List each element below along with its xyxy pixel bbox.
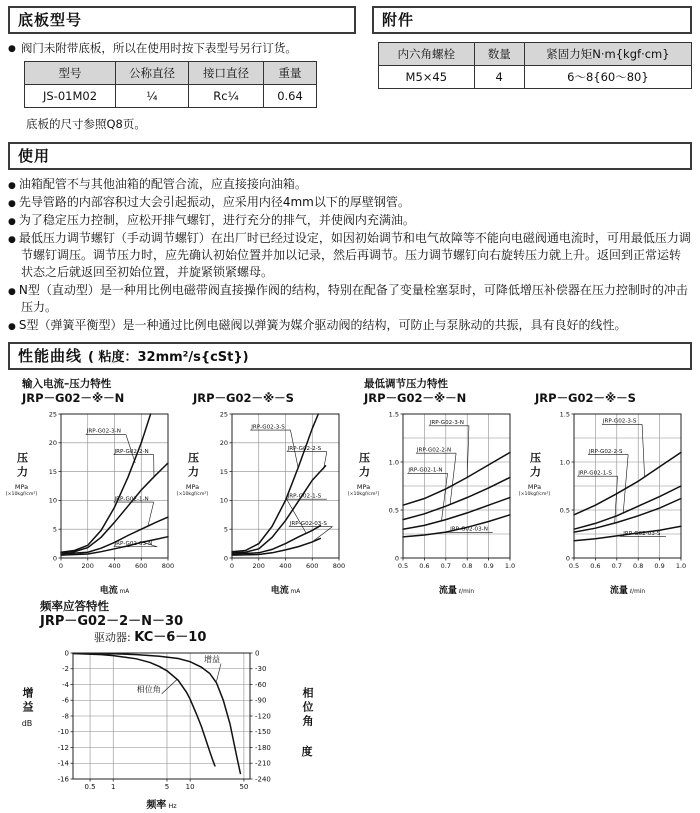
svg-text:-10: -10: [58, 728, 69, 736]
svg-text:-210: -210: [255, 760, 271, 768]
svg-text:-150: -150: [255, 728, 271, 736]
chart-titles: [521, 376, 692, 406]
svg-text:10: 10: [220, 497, 228, 505]
svg-text:JRP-G02-3-S: JRP-G02-3-S: [250, 425, 285, 431]
frequency-response-chart: [40, 647, 294, 813]
svg-text:0: 0: [59, 562, 63, 570]
svg-text:-30: -30: [255, 665, 266, 673]
svg-text:0.8: 0.8: [462, 562, 472, 570]
y-axis-label: [521, 406, 548, 497]
base-plate-section: [8, 6, 356, 132]
pressure-unit: MPa: [528, 483, 541, 491]
pressure-unit2: [×10kgf/cm²]: [348, 492, 379, 497]
usage-bullet: ● S型（弹簧平衡型）是一种通过比例电磁阀以弹簧为媒介驱动阀的结构，可防止与泵脉动的共振，具有良好的线性。: [8, 317, 692, 334]
phase-unit: 度: [302, 743, 313, 759]
pressure-label: 压力: [356, 452, 372, 480]
accessories-section: [372, 6, 692, 89]
performance-title: [8, 342, 692, 370]
svg-text:1.0: 1.0: [560, 459, 570, 467]
base-plate-title: 底板型号: [8, 6, 356, 34]
usage-title: 使用: [8, 142, 692, 170]
col-port-dia: 接口直径: [189, 62, 264, 85]
svg-text:相位角: 相位角: [137, 684, 161, 694]
performance-title-main: 性能曲线: [18, 345, 82, 366]
col-model: 型号: [25, 62, 116, 85]
current-pressure-s-chart: [206, 406, 346, 598]
svg-text:1.0: 1.0: [505, 562, 515, 570]
driver-value: KC－6－10: [134, 630, 206, 645]
top-row: [8, 6, 692, 132]
svg-text:5: 5: [224, 526, 228, 534]
usage-bullet: ● 为了稳定压力控制，应松开排气螺钉，进行充分的排气，并使阀内充满油。: [8, 212, 692, 229]
chart-titles: [8, 376, 179, 406]
chart-block-min-pressure-s: [521, 376, 692, 598]
usage-bullet-list: [8, 176, 692, 334]
svg-text:0.6: 0.6: [419, 562, 429, 570]
table-header-row: [25, 62, 317, 85]
svg-text:JRP-G02-3-N: JRP-G02-3-N: [429, 420, 464, 426]
svg-text:0.5: 0.5: [560, 507, 570, 515]
svg-text:JRP-G02-1-N: JRP-G02-1-N: [407, 468, 442, 474]
col-weight: 重量: [264, 62, 317, 85]
frequency-chart-area: [14, 647, 692, 813]
cell-model: JS-01M02: [25, 85, 116, 108]
svg-text:频率 Hz: 频率 Hz: [146, 798, 177, 811]
svg-text:-12: -12: [58, 744, 69, 752]
base-plate-table: [24, 61, 317, 108]
chart-group-title: 最低调节压力特性: [364, 376, 521, 390]
cell-nominal-dia: ¼: [116, 85, 189, 108]
frequency-model-title: JRP－G02－2－N－30: [40, 614, 692, 630]
svg-text:0.7: 0.7: [441, 562, 451, 570]
svg-text:800: 800: [333, 562, 345, 570]
svg-text:电流 mA: 电流 mA: [271, 584, 301, 596]
svg-text:0: 0: [566, 555, 570, 563]
svg-text:-60: -60: [255, 681, 266, 689]
svg-text:JRP-G02-2-S: JRP-G02-2-S: [588, 449, 623, 455]
svg-text:-180: -180: [255, 744, 271, 752]
chart-block-min-pressure-n: [350, 376, 521, 598]
y-axis-label: [350, 406, 377, 497]
gain-label: 增益: [19, 687, 35, 715]
phase-label: 相位角: [299, 687, 315, 729]
y-axis-label: [179, 406, 206, 497]
chart-model-title: JRP－G02－※－N: [364, 390, 521, 406]
svg-text:JRP-G02-03-N: JRP-G02-03-N: [449, 527, 488, 533]
usage-bullet: ● 油箱配管不与其他油箱的配管合流，应直接接向油箱。: [8, 176, 692, 193]
svg-text:0.9: 0.9: [483, 562, 493, 570]
chart-block-current-pressure-n: [8, 376, 179, 598]
svg-text:1.5: 1.5: [560, 411, 570, 419]
cell-torque: 6～8{60～80}: [524, 66, 691, 89]
col-hex-bolt: 内六角螺栓: [379, 43, 475, 66]
svg-text:400: 400: [279, 562, 291, 570]
svg-text:-6: -6: [62, 697, 70, 705]
accessories-title: 附件: [372, 6, 692, 34]
frequency-response-section: [8, 600, 692, 813]
svg-text:10: 10: [186, 783, 195, 791]
svg-text:5: 5: [165, 783, 169, 791]
svg-text:-120: -120: [255, 713, 271, 721]
cell-port-dia: Rc¼: [189, 85, 264, 108]
pressure-unit: MPa: [186, 483, 199, 491]
svg-text:1.5: 1.5: [389, 411, 399, 419]
chart-model-title: JRP－G02－※－N: [22, 390, 179, 406]
pressure-unit: MPa: [357, 483, 370, 491]
usage-bullet: ● 先导管路的内部容积过大会引起振动，应采用内径4mm以下的厚壁钢管。: [8, 194, 692, 211]
chart-area: [179, 406, 350, 598]
frequency-driver: [94, 630, 692, 646]
chart-model-title: JRP－G02－※－S: [535, 390, 692, 406]
svg-text:20: 20: [49, 439, 57, 447]
svg-text:-4: -4: [62, 681, 70, 689]
table-row: [25, 85, 317, 108]
chart-area: [8, 406, 179, 598]
svg-text:-16: -16: [58, 776, 70, 784]
usage-bullet: ● N型（直动型）是一种用比例电磁带阀直接操作阀的结构，特别在配备了变量栓塞泵时，可降低增压补偿器在压力控制时的冲击压力。: [8, 282, 692, 316]
svg-text:JRP-G02-2-N: JRP-G02-2-N: [416, 448, 451, 454]
svg-text:25: 25: [220, 411, 228, 419]
svg-text:15: 15: [49, 468, 57, 476]
pressure-unit: MPa: [15, 483, 28, 491]
usage-section: [8, 142, 692, 334]
svg-text:增益: 增益: [204, 654, 220, 664]
base-plate-note: ● 阀门未附带底板，所以在使用时按下表型号另行订货。: [8, 40, 356, 56]
svg-text:0.5: 0.5: [398, 562, 408, 570]
svg-text:-2: -2: [62, 665, 69, 673]
svg-text:1.0: 1.0: [676, 562, 686, 570]
cell-qty: 4: [474, 66, 524, 89]
gain-unit: dB: [22, 719, 33, 728]
driver-label: 驱动器:: [94, 631, 131, 644]
chart-group-title: 输入电流–压力特性: [22, 376, 179, 390]
svg-text:10: 10: [49, 497, 57, 505]
svg-text:JRP-G02-03-S: JRP-G02-03-S: [622, 531, 661, 537]
pressure-label: 压力: [527, 452, 543, 480]
col-nominal-dia: 公称直径: [116, 62, 189, 85]
table-row: [379, 66, 692, 89]
svg-text:0.5: 0.5: [569, 562, 579, 570]
svg-text:25: 25: [49, 411, 57, 419]
pressure-unit2: [×10kgf/cm²]: [6, 492, 37, 497]
chart-block-current-pressure-s: [179, 376, 350, 598]
svg-text:JRP-G02-03-S: JRP-G02-03-S: [289, 521, 328, 527]
chart-area: [521, 406, 692, 598]
svg-text:-90: -90: [255, 697, 266, 705]
frequency-group-title: 频率应答特性: [40, 600, 692, 614]
col-qty: 数量: [474, 43, 524, 66]
svg-text:JRP-G02-2-S: JRP-G02-2-S: [287, 446, 322, 452]
y-axis-label: [8, 406, 35, 497]
svg-text:JRP-G02-3-N: JRP-G02-3-N: [86, 429, 121, 435]
svg-text:-14: -14: [58, 760, 70, 768]
chart-group-title: [535, 377, 692, 390]
svg-text:0: 0: [53, 555, 57, 563]
phase-axis-label: [294, 647, 320, 759]
svg-text:JRP-G02-1-N: JRP-G02-1-N: [114, 497, 149, 503]
base-plate-footnote: 底板的尺寸参照Q8页。: [26, 116, 356, 132]
svg-text:0.5: 0.5: [84, 783, 95, 791]
min-pressure-n-chart: [377, 406, 517, 598]
svg-text:800: 800: [162, 562, 174, 570]
chart-titles: [179, 376, 350, 406]
svg-text:600: 600: [135, 562, 147, 570]
svg-text:JRP-G02-2-N: JRP-G02-2-N: [114, 449, 149, 455]
svg-text:0.7: 0.7: [612, 562, 622, 570]
svg-text:JRP-G02-3-S: JRP-G02-3-S: [602, 419, 637, 425]
svg-text:1: 1: [111, 783, 115, 791]
chart-model-title: JRP－G02－※－S: [193, 390, 350, 406]
table-header-row: [379, 43, 692, 66]
svg-text:20: 20: [220, 439, 228, 447]
svg-text:0: 0: [255, 650, 259, 658]
svg-text:5: 5: [53, 526, 57, 534]
svg-text:400: 400: [108, 562, 120, 570]
svg-text:0.8: 0.8: [633, 562, 643, 570]
svg-text:JRP-G02-1-S: JRP-G02-1-S: [577, 471, 612, 477]
svg-text:0: 0: [224, 555, 228, 563]
svg-text:0.6: 0.6: [590, 562, 600, 570]
svg-text:-8: -8: [62, 713, 69, 721]
usage-bullet: ● 最低压力调节螺钉（手动调节螺钉）在出厂时已经过设定，如因初始调节和电气故障等不能向电磁阀通电流时，可用最低压力调节螺钉调压。调节压力时，应先确认初始位置并加以记录，然后再调节。压力调节螺钉向右旋转压力就上升。返回到正常运转状态之后就返回至初始位置，并旋紧锁紧螺母。: [8, 230, 692, 281]
svg-text:JRP-G02-03-N: JRP-G02-03-N: [114, 541, 153, 547]
pressure-label: 压力: [185, 452, 201, 480]
pressure-label: 压力: [14, 452, 30, 480]
svg-text:0.9: 0.9: [654, 562, 664, 570]
frequency-titles: [40, 600, 692, 645]
performance-title-sub: ( 粘度：32mm²/s{cSt}): [88, 346, 249, 365]
svg-text:流量 ℓ/min: 流量 ℓ/min: [439, 584, 474, 596]
pressure-unit2: [×10kgf/cm²]: [177, 492, 208, 497]
svg-text:200: 200: [82, 562, 94, 570]
chart-titles: [350, 376, 521, 406]
svg-text:-240: -240: [255, 776, 271, 784]
charts-row: [8, 376, 692, 598]
chart-group-title: [193, 377, 350, 390]
svg-text:0: 0: [230, 562, 234, 570]
svg-text:0: 0: [65, 650, 69, 658]
svg-text:0: 0: [395, 555, 399, 563]
svg-text:1.0: 1.0: [389, 459, 399, 467]
min-pressure-s-chart: [548, 406, 688, 598]
svg-text:15: 15: [220, 468, 228, 476]
cell-hex-bolt: M5×45: [379, 66, 475, 89]
svg-text:600: 600: [306, 562, 318, 570]
accessories-table: [378, 42, 692, 89]
svg-text:电流 mA: 电流 mA: [100, 584, 130, 596]
cell-weight: 0.64: [264, 85, 317, 108]
svg-text:0.5: 0.5: [389, 507, 399, 515]
chart-area: [350, 406, 521, 598]
col-torque: 紧固力矩N·m{kgf·cm}: [524, 43, 691, 66]
svg-text:JRP-G02-1-S: JRP-G02-1-S: [287, 494, 322, 500]
svg-text:流量 ℓ/min: 流量 ℓ/min: [610, 584, 645, 596]
svg-text:200: 200: [253, 562, 265, 570]
current-pressure-n-chart: [35, 406, 175, 598]
svg-text:50: 50: [239, 783, 248, 791]
gain-axis-label: [14, 647, 40, 728]
pressure-unit2: [×10kgf/cm²]: [519, 492, 550, 497]
